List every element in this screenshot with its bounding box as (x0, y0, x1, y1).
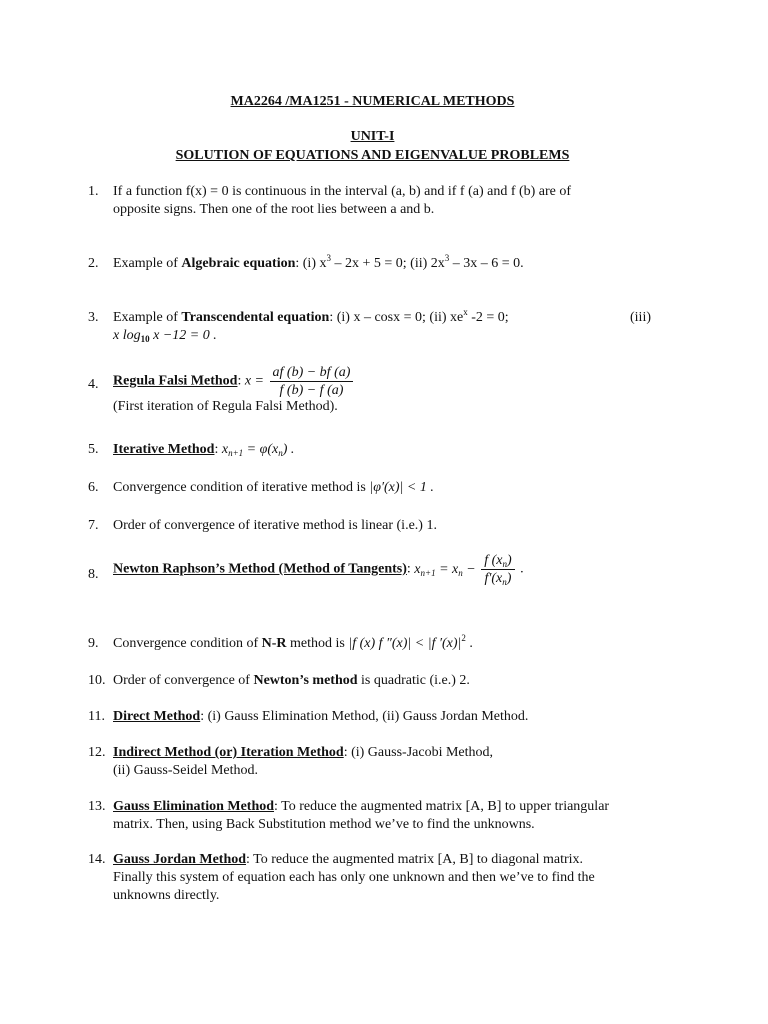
item-number: 4. (88, 377, 99, 392)
item-number: 5. (88, 442, 99, 457)
subscript: n (502, 559, 507, 569)
fraction-denominator (481, 570, 514, 587)
formula-part: x (221, 442, 229, 457)
formula-tail: . (465, 636, 473, 651)
item-text: : (i) Gauss-Jacobi Method, (343, 745, 494, 760)
formula-part: ) (506, 571, 512, 586)
formula-part: ) . (282, 442, 295, 457)
list-item-5 (88, 441, 668, 459)
equation-part: -2 = 0; (467, 310, 509, 325)
item-text-cont: matrix. Then, using Back Substitution method we’ve to find the unknowns. (113, 817, 535, 832)
list-item-11 (88, 708, 668, 726)
item-text: Order of convergence of iterative method is linear (i.e.) 1. (113, 518, 437, 533)
item-text-cont: (ii) Gauss-Seidel Method. (113, 763, 259, 778)
list-item-1 (88, 183, 668, 219)
item-number: 3. (88, 310, 99, 325)
item-text: is quadratic (i.e.) 2. (357, 673, 470, 688)
equation-line-2 (113, 327, 668, 345)
subscript: 10 (140, 334, 150, 344)
list-item-9 (88, 635, 668, 653)
item-text-prefix: Example of (113, 256, 182, 271)
item-text-prefix: Order of convergence of (113, 673, 254, 688)
formula-part: − (462, 561, 476, 577)
term-gauss-elimination-method: Gauss Elimination Method (113, 799, 275, 814)
iterative-formula (222, 442, 295, 457)
exponent: 2 (461, 633, 466, 643)
list-item-12 (88, 744, 668, 780)
fraction-numerator (481, 552, 514, 570)
term-transcendental-equation: Transcendental equation (181, 310, 330, 325)
subscript: n+1 (228, 448, 244, 458)
list-item-2 (88, 255, 668, 273)
subscript: n (502, 577, 507, 587)
formula-part: x (414, 561, 421, 577)
equation-part: x −12 = 0 . (149, 328, 217, 343)
term-gauss-jordan-method: Gauss Jordan Method (113, 852, 247, 867)
equation-part: : (i) x (295, 256, 327, 271)
list-item-8 (88, 552, 668, 587)
item-text: If a function f(x) = 0 is continuous in the interval (a, b) and if f (a) and f (b) are of (113, 184, 572, 199)
fraction-numerator: af (b) − bf (a) (270, 364, 354, 382)
exponent: 3 (326, 253, 331, 263)
item-text: : To reduce the augmented matrix [A, B] to diagonal matrix. (246, 852, 584, 867)
convergence-formula: |φ′(x)| < 1 . (369, 480, 434, 495)
equation-part: – 3x – 6 = 0. (449, 256, 524, 271)
newton-raphson-lhs (414, 562, 475, 577)
unit-subtitle: SOLUTION OF EQUATIONS AND EIGENVALUE PROBLEMS (175, 148, 570, 163)
nr-convergence-formula: |f (x) f ″(x)| < |f ′(x)| (348, 636, 462, 651)
item-text (113, 309, 668, 327)
item-number: 14. (88, 852, 106, 867)
equation-part: : (i) x – cosx = 0; (ii) xe (329, 310, 464, 325)
subscript: n (278, 448, 283, 458)
item-roman-iii: (iii) (630, 310, 651, 325)
formula-part: ) (506, 553, 512, 568)
regula-falsi-fraction (270, 364, 354, 399)
subscript: n+1 (420, 567, 436, 578)
term-algebraic-equation: Algebraic equation (181, 256, 296, 271)
formula-tail: . (516, 561, 524, 577)
item-text: : To reduce the augmented matrix [A, B] to upper triangular (274, 799, 610, 814)
document-title: MA2264 /MA1251 - NUMERICAL METHODS (230, 94, 515, 109)
item-text-prefix: Convergence condition of (113, 636, 262, 651)
term-direct-method: Direct Method (113, 709, 201, 724)
item-number: 12. (88, 745, 106, 760)
list-item-14 (88, 851, 668, 905)
item-text: (First iteration of Regula Falsi Method). (113, 399, 338, 414)
list-item-10 (88, 672, 668, 690)
formula-lhs: x = (244, 373, 265, 389)
colon: : (406, 561, 411, 577)
item-number: 7. (88, 518, 99, 533)
list-item-6 (88, 479, 668, 497)
item-text (113, 255, 668, 273)
term-indirect-method: Indirect Method (or) Iteration Method (113, 745, 344, 760)
colon: : (237, 373, 242, 389)
item-text: method is (286, 636, 349, 651)
fraction-denominator: f (b) − f (a) (279, 383, 344, 398)
item-text: Convergence condition of iterative method is (113, 480, 370, 495)
list-item-3 (88, 309, 668, 345)
unit-heading: UNIT-I (350, 129, 395, 144)
item-number: 10. (88, 673, 106, 688)
item-text-cont: opposite signs. Then one of the root lies between a and b. (113, 202, 435, 217)
equation-part: x log (113, 328, 141, 343)
item-number: 6. (88, 480, 99, 495)
term-n-r: N-R (261, 636, 287, 651)
term-iterative-method: Iterative Method (113, 442, 215, 457)
item-number: 13. (88, 799, 106, 814)
list-item-13 (88, 798, 668, 834)
item-number: 2. (88, 256, 99, 271)
term-newtons-method: Newton’s method (253, 673, 358, 688)
term-regula-falsi-method: Regula Falsi Method (113, 373, 238, 389)
item-text-prefix: Example of (113, 310, 182, 325)
formula-part: f′(x (484, 571, 503, 586)
item-number: 11. (88, 709, 105, 724)
term-newton-raphson-method: Newton Raphson’s Method (Method of Tangents) (113, 561, 407, 577)
formula-part: = x (435, 561, 459, 577)
item-number: 9. (88, 636, 99, 651)
list-item-4 (88, 364, 668, 416)
item-text-cont: unknowns directly. (113, 888, 220, 903)
colon: : (214, 442, 219, 457)
list-item-7 (88, 517, 668, 535)
item-text-cont: Finally this system of equation each has only one unknown and then we’ve to find the (113, 870, 595, 885)
formula-part: = φ(x (243, 442, 279, 457)
formula-part: f (x (484, 553, 503, 568)
newton-raphson-fraction (481, 552, 514, 587)
equation-part: – 2x + 5 = 0; (ii) 2x (330, 256, 445, 271)
formula-line (113, 364, 668, 399)
item-number: 1. (88, 184, 99, 199)
item-number: 8. (88, 567, 99, 582)
exponent: x (463, 307, 468, 317)
exponent: 3 (444, 253, 450, 263)
item-text: : (i) Gauss Elimination Method, (ii) Gauss Jordan Method. (200, 709, 529, 724)
subscript: n (458, 567, 463, 578)
